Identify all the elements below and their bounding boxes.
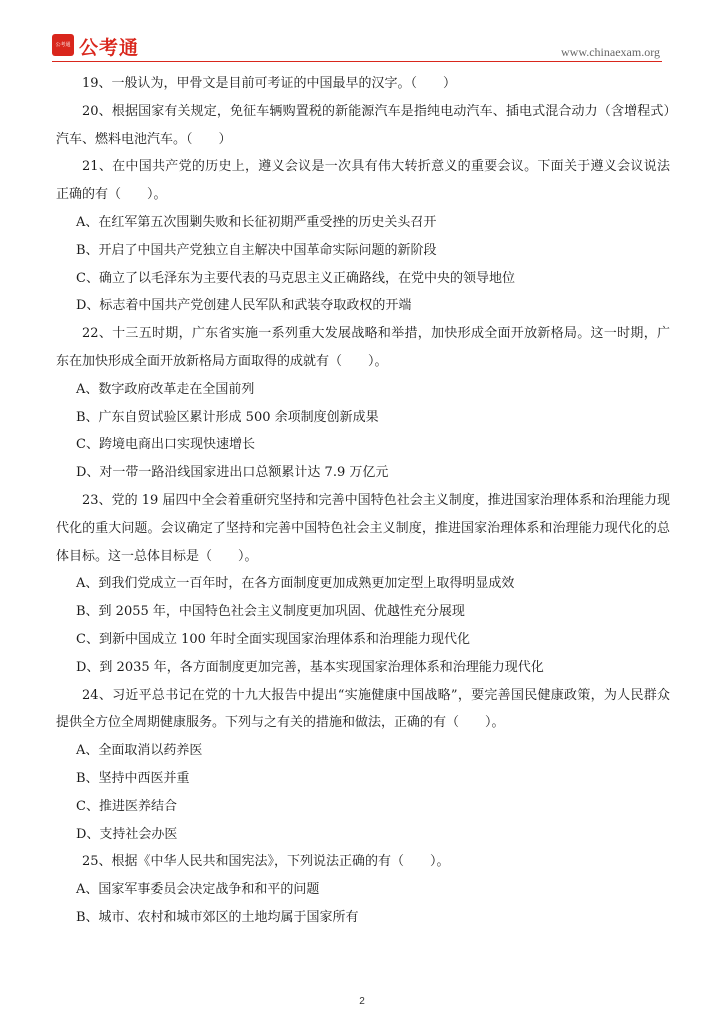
answer-option: B、到 2055 年，中国特色社会主义制度更加巩固、优越性充分展现 (76, 604, 465, 620)
question-text: 22、十三五时期，广东省实施一系列重大发展战略和举措，加快形成全面开放新格局。这一时期，广东在加快形成全面开放新格局方面取得的成就有（ ）。 (56, 326, 670, 369)
answer-option: A、到我们党成立一百年时，在各方面制度更加成熟更加定型上取得明显成效 (76, 576, 515, 592)
question-text: 25、根据《中华人民共和国宪法》，下列说法正确的有（ ）。 (82, 854, 450, 870)
answer-option: C、到新中国成立 100 年时全面实现国家治理体系和治理能力现代化 (76, 631, 471, 647)
page-number: 2 (359, 996, 365, 1007)
question-text: 21、在中国共产党的历史上，遵义会议是一次具有伟大转折意义的重要会议。下面关于遵义会议说法正确的有（ ）。 (56, 159, 670, 203)
answer-option: D、支持社会办医 (76, 826, 178, 842)
answer-option: D、对一带一路沿线国家进出口总额累计达 7.9 万亿元 (76, 465, 389, 481)
answer-option: A、在红军第五次围剿失败和长征初期严重受挫的历史关头召开 (76, 214, 437, 230)
page-header (52, 30, 662, 60)
answer-option: C、确立了以毛泽东为主要代表的马克思主义正确路线，在党中央的领导地位 (76, 270, 515, 286)
question-text: 24、习近平总书记在党的十九大报告中提出“实施健康中国战略”，要完善国民健康政策，为人民群众提供全方位全周期健康服务。下列与之有关的措施和做法，正确的有（ ）。 (56, 687, 670, 731)
answer-option: D、到 2035 年，各方面制度更加完善，基本实现国家治理体系和治理能力现代化 (76, 659, 544, 675)
question-text: 20、根据国家有关规定，免征车辆购置税的新能源汽车是指纯电动汽车、插电式混合动力（含增程式）汽车、燃料电池汽车。（ ） (56, 103, 670, 147)
site-url: www.chinaexam.org (561, 45, 660, 59)
answer-option: A、全面取消以药养医 (76, 743, 203, 759)
answer-option: B、坚持中西医并重 (76, 770, 190, 786)
answer-option: A、数字政府改革走在全国前列 (76, 381, 255, 397)
answer-option: B、开启了中国共产党独立自主解决中国革命实际问题的新阶段 (76, 242, 437, 258)
answer-option: B、广东自贸试验区累计形成 500 余项制度创新成果 (76, 409, 379, 425)
answer-option: D、标志着中国共产党创建人民军队和武装夺取政权的开端 (76, 298, 412, 314)
question-text: 19、一般认为，甲骨文是目前可考证的中国最早的汉字。（ ） (82, 76, 457, 91)
logo-text: 公考通 (79, 37, 140, 59)
answer-option: B、城市、农村和城市郊区的土地均属于国家所有 (76, 909, 359, 925)
logo-icon: 公考通 (52, 34, 74, 56)
answer-option: C、跨境电商出口实现快速增长 (76, 437, 255, 453)
header-divider (52, 61, 662, 62)
document-body (56, 70, 670, 932)
question-text: 23、党的 19 届四中全会着重研究坚持和完善中国特色社会主义制度，推进国家治理体系和治理能力现代化的重大问题。会议确定了坚持和完善中国特色社会主义制度，推进国家治理体系和治理能力现代化的总体目标。这一总体目标是（ ）。 (56, 492, 670, 564)
answer-option: A、国家军事委员会决定战争和和平的问题 (76, 882, 320, 898)
answer-option: C、推进医养结合 (76, 798, 177, 814)
